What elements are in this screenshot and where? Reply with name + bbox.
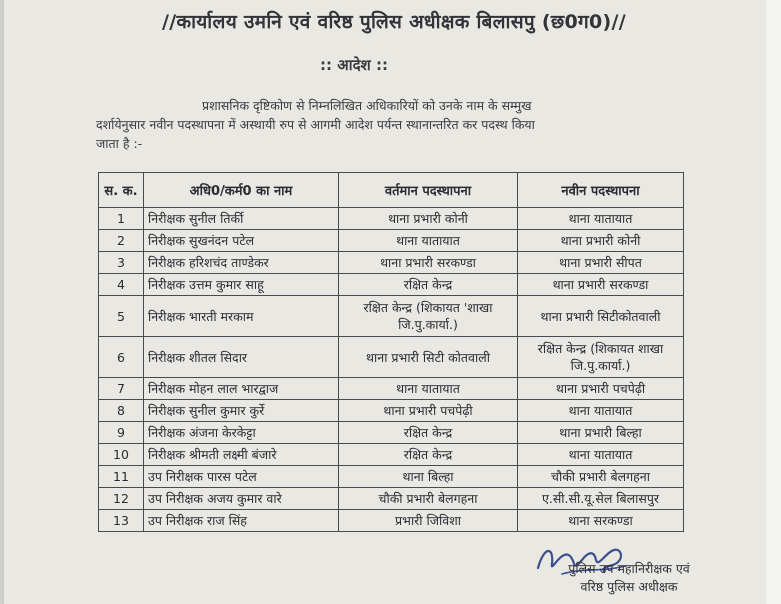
transfer-table: [98, 172, 684, 532]
cell-name: निरीक्षक श्रीमती लक्ष्मी बंजारे: [144, 444, 339, 466]
cell-new-posting: थाना सरकण्डा: [518, 510, 684, 532]
cell-current-posting: थाना बिल्हा: [339, 466, 518, 488]
cell-serial: 13: [99, 510, 144, 532]
table-row: [99, 510, 684, 532]
header-current-posting: वर्तमान पदस्थापना: [339, 173, 518, 208]
table-row: [99, 296, 684, 337]
cell-new-posting: थाना प्रभारी सरकण्डा: [518, 274, 684, 296]
cell-current-posting: थाना प्रभारी कोनी: [339, 208, 518, 230]
cell-current-posting: थाना प्रभारी सरकण्डा: [339, 252, 518, 274]
cell-current-posting: थाना यातायात: [339, 378, 518, 400]
cell-name: निरीक्षक सुखनंदन पटेल: [144, 230, 339, 252]
cell-name: निरीक्षक मोहन लाल भारद्वाज: [144, 378, 339, 400]
cell-serial: 1: [99, 208, 144, 230]
cell-name: निरीक्षक अंजना केरकेट्टा: [144, 422, 339, 444]
table-row: [99, 252, 684, 274]
cell-name: उप निरीक्षक अजय कुमार वारे: [144, 488, 339, 510]
table-header-row: [99, 173, 684, 208]
cell-new-posting: ए.सी.सी.यू.सेल बिलासपुर: [518, 488, 684, 510]
cell-current-posting: रक्षित केन्द्र: [339, 422, 518, 444]
signatory-block: [504, 560, 754, 596]
table-row: [99, 488, 684, 510]
cell-current-posting: प्रभारी जिविशा: [339, 510, 518, 532]
cell-name: निरीक्षक शीतल सिदार: [144, 337, 339, 378]
cell-name: निरीक्षक सुनील कुमार कुर्रे: [144, 400, 339, 422]
table-row: [99, 444, 684, 466]
table-row: [99, 274, 684, 296]
cell-new-posting: थाना प्रभारी सिटीकोतवाली: [518, 296, 684, 337]
cell-current-posting: थाना प्रभारी पचपेढ़ी: [339, 400, 518, 422]
cell-name: निरीक्षक उत्तम कुमार साहू: [144, 274, 339, 296]
table-row: [99, 422, 684, 444]
cell-serial: 12: [99, 488, 144, 510]
intro-line-1: प्रशासनिक दृष्टिकोण से निम्नलिखित अधिकारियों को उनके नाम के सम्मुख: [202, 98, 532, 113]
cell-serial: 4: [99, 274, 144, 296]
table-row: [99, 466, 684, 488]
intro-paragraph: [96, 96, 696, 153]
cell-new-posting: थाना प्रभारी सीपत: [518, 252, 684, 274]
signatory-line-2: वरिष्ठ पुलिस अधीक्षक: [580, 579, 678, 594]
office-title: //कार्यालय उमनि एवं वरिष्ठ पुलिस अधीक्षक बिलासपु (छ0ग0)//: [162, 11, 626, 33]
document-page: [4, 0, 766, 604]
page-edge: [766, 0, 781, 604]
cell-name: उप निरीक्षक पारस पटेल: [144, 466, 339, 488]
header-serial: स. क.: [99, 173, 144, 208]
cell-new-posting: थाना प्रभारी पचपेढ़ी: [518, 378, 684, 400]
intro-line-2: दर्शायेनुसार नवीन पदस्थापना में अस्थायी रुप से आगमी आदेश पर्यन्त स्थानान्तरित कर पदस्थ किया: [96, 117, 535, 132]
cell-name: निरीक्षक सुनील तिर्की: [144, 208, 339, 230]
cell-current-posting: रक्षित केन्द्र: [339, 444, 518, 466]
cell-current-posting: थाना यातायात: [339, 230, 518, 252]
table-row: [99, 337, 684, 378]
cell-serial: 3: [99, 252, 144, 274]
cell-serial: 6: [99, 337, 144, 378]
cell-new-posting: थाना प्रभारी कोनी: [518, 230, 684, 252]
intro-line-3: जाता है :-: [96, 136, 143, 151]
cell-serial: 10: [99, 444, 144, 466]
cell-serial: 7: [99, 378, 144, 400]
cell-serial: 2: [99, 230, 144, 252]
cell-new-posting: थाना यातायात: [518, 400, 684, 422]
cell-serial: 11: [99, 466, 144, 488]
table-row: [99, 230, 684, 252]
cell-name: उप निरीक्षक राज सिंह: [144, 510, 339, 532]
cell-current-posting: रक्षित केन्द्र: [339, 274, 518, 296]
cell-new-posting: थाना प्रभारी बिल्हा: [518, 422, 684, 444]
cell-new-posting: थाना यातायात: [518, 208, 684, 230]
order-heading: :: आदेश ::: [320, 56, 388, 74]
cell-current-posting: चौकी प्रभारी बेलगहना: [339, 488, 518, 510]
cell-new-posting: थाना यातायात: [518, 444, 684, 466]
cell-current-posting: थाना प्रभारी सिटी कोतवाली: [339, 337, 518, 378]
table-row: [99, 400, 684, 422]
cell-new-posting: चौकी प्रभारी बेलगहना: [518, 466, 684, 488]
header-name: अधि0/कर्म0 का नाम: [144, 173, 339, 208]
cell-name: निरीक्षक हरिशचंद ताण्डेकर: [144, 252, 339, 274]
cell-serial: 9: [99, 422, 144, 444]
table-row: [99, 208, 684, 230]
signatory-line-1: पुलिस उप महानिरीक्षक एवं: [568, 561, 690, 576]
cell-current-posting: रक्षित केन्द्र (शिकायत 'शाखा जि.पु.कार्या.): [339, 296, 518, 337]
cell-serial: 5: [99, 296, 144, 337]
header-new-posting: नवीन पदस्थापना: [518, 173, 684, 208]
cell-serial: 8: [99, 400, 144, 422]
cell-new-posting: रक्षित केन्द्र (शिकायत शाखा जि.पु.कार्या.): [518, 337, 684, 378]
table-row: [99, 378, 684, 400]
cell-name: निरीक्षक भारती मरकाम: [144, 296, 339, 337]
